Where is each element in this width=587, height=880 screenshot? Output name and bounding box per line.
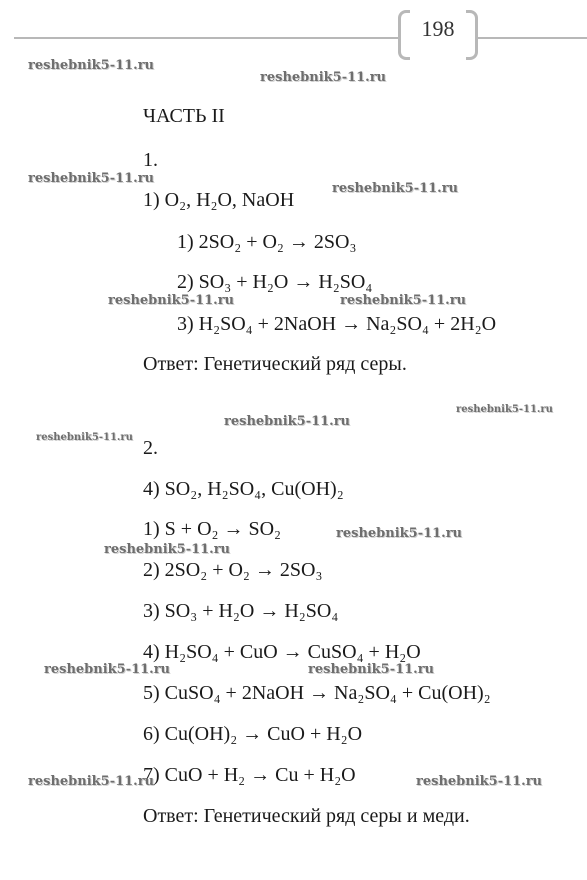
task1-step-1: 1) 2SO₂ + O₂ → 2SO₃ [177, 231, 357, 253]
task2-step-4: 4) H₂SO₄ + CuO → CuSO₄ + H₂O [143, 641, 421, 663]
watermark: reshebnik5-11.ru [308, 662, 435, 677]
task1-answer: Ответ: Генетический ряд серы. [143, 353, 407, 375]
watermark: reshebnik5-11.ru [260, 70, 387, 85]
page-number-box [398, 10, 478, 62]
task2-step-3: 3) SO₃ + H₂O → H₂SO₄ [143, 600, 339, 622]
task2-step-5: 5) CuSO₄ + 2NaOH → Na₂SO₄ + Cu(OH)₂ [143, 682, 491, 704]
watermark: reshebnik5-11.ru [224, 414, 351, 429]
watermark: reshebnik5-11.ru [28, 58, 155, 73]
watermark: reshebnik5-11.ru [332, 181, 459, 196]
watermark: reshebnik5-11.ru [416, 774, 543, 789]
watermark: reshebnik5-11.ru [104, 542, 231, 557]
watermark: reshebnik5-11.ru [28, 171, 155, 186]
task1-number: 1. [143, 149, 158, 171]
task2-step-2: 2) 2SO₂ + O₂ → 2SO₃ [143, 559, 323, 581]
task1-step-3: 3) H₂SO₄ + 2NaOH → Na₂SO₄ + 2H₂O [177, 313, 497, 335]
task2-step-1: 1) S + O₂ → SO₂ [143, 518, 282, 540]
watermark: reshebnik5-11.ru [28, 774, 155, 789]
watermark: reshebnik5-11.ru [36, 432, 133, 443]
task2-step-6: 6) Cu(OH)₂ → CuO + H₂O [143, 723, 363, 745]
watermark: reshebnik5-11.ru [336, 526, 463, 541]
part-title: ЧАСТЬ II [143, 105, 225, 127]
task2-number: 2. [143, 437, 158, 459]
header-rule-left [14, 37, 398, 39]
header-rule-right [478, 37, 587, 39]
watermark: reshebnik5-11.ru [44, 662, 171, 677]
task2-answer: Ответ: Генетический ряд серы и меди. [143, 805, 470, 827]
task2-step-7: 7) CuO + H₂ → Cu + H₂O [143, 764, 356, 786]
watermark: reshebnik5-11.ru [108, 293, 235, 308]
task2-answer-set: 4) SO₂, H₂SO₄, Cu(OH)₂ [143, 478, 344, 500]
task1-answer-set: 1) O₂, H₂O, NaOH [143, 189, 295, 211]
watermark: reshebnik5-11.ru [456, 404, 553, 415]
task1-step-2: 2) SO₃ + H₂O → H₂SO₄ [177, 271, 373, 293]
page-number: 198 [421, 16, 455, 41]
watermark: reshebnik5-11.ru [340, 293, 467, 308]
